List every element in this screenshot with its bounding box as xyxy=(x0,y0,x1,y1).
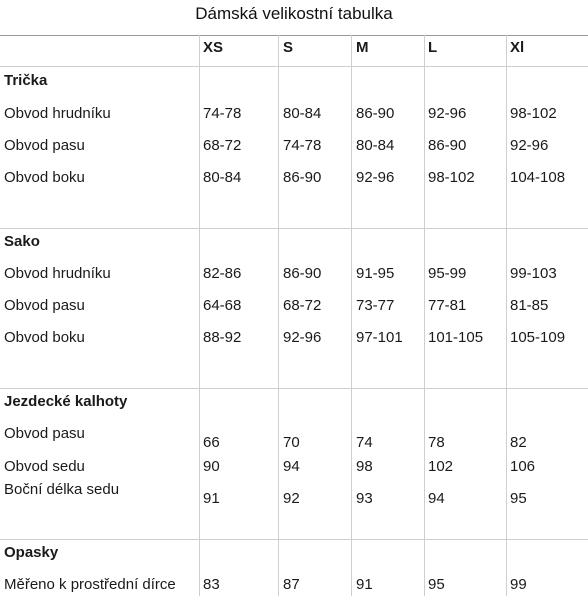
size-value: 73-77 xyxy=(356,297,395,314)
row-label: Obvod pasu xyxy=(4,425,85,442)
size-value: 77-81 xyxy=(428,297,467,314)
row-divider xyxy=(0,539,588,540)
column-divider xyxy=(424,35,425,596)
size-value: 64-68 xyxy=(203,297,242,314)
size-value: 91 xyxy=(356,576,373,593)
size-header-xl: Xl xyxy=(510,39,525,56)
size-value: 88-92 xyxy=(203,329,242,346)
row-label: Obvod hrudníku xyxy=(4,265,111,282)
size-value: 92-96 xyxy=(510,137,549,154)
section-title: Opasky xyxy=(4,544,59,561)
size-value: 99 xyxy=(510,576,527,593)
size-value: 104-108 xyxy=(510,169,566,186)
row-label: Obvod boku xyxy=(4,329,85,346)
size-header-s: S xyxy=(283,39,294,56)
size-value: 74 xyxy=(356,434,373,451)
size-value: 95 xyxy=(510,490,527,507)
size-value: 86-90 xyxy=(283,265,322,282)
size-value: 70 xyxy=(283,434,300,451)
size-header-m: M xyxy=(356,39,369,56)
row-label: Obvod boku xyxy=(4,169,85,186)
size-value: 80-84 xyxy=(203,169,242,186)
section-title: Jezdecké kalhoty xyxy=(4,393,128,410)
row-divider xyxy=(0,66,588,67)
size-value: 68-72 xyxy=(283,297,322,314)
page-title: Dámská velikostní tabulka xyxy=(195,4,393,23)
size-value: 86-90 xyxy=(428,137,467,154)
size-value: 90 xyxy=(203,458,220,475)
size-value: 80-84 xyxy=(283,105,322,122)
size-value: 95-99 xyxy=(428,265,467,282)
row-label: Boční délka sedu xyxy=(4,481,120,498)
row-divider xyxy=(0,228,588,229)
size-value: 83 xyxy=(203,576,220,593)
size-value: 91-95 xyxy=(356,265,395,282)
size-value: 102 xyxy=(428,458,454,475)
size-value: 81-85 xyxy=(510,297,549,314)
size-value: 92-96 xyxy=(428,105,467,122)
size-value: 98-102 xyxy=(428,169,475,186)
size-value: 74-78 xyxy=(203,105,242,122)
size-value: 74-78 xyxy=(283,137,322,154)
size-value: 98 xyxy=(356,458,373,475)
size-value: 106 xyxy=(510,458,536,475)
section-title: Trička xyxy=(4,72,48,89)
size-value: 66 xyxy=(203,434,220,451)
size-value: 99-103 xyxy=(510,265,557,282)
size-value: 93 xyxy=(356,490,373,507)
size-header-l: L xyxy=(428,39,438,56)
row-label: Obvod sedu xyxy=(4,458,85,475)
size-value: 86-90 xyxy=(356,105,395,122)
row-divider xyxy=(0,388,588,389)
column-divider xyxy=(199,35,200,596)
size-value: 95 xyxy=(428,576,445,593)
size-value: 91 xyxy=(203,490,220,507)
size-header-xs: XS xyxy=(203,39,224,56)
size-value: 87 xyxy=(283,576,300,593)
row-label: Měřeno k prostřední dírce xyxy=(4,576,176,593)
section-title: Sako xyxy=(4,233,40,250)
column-divider xyxy=(351,35,352,596)
size-value: 92 xyxy=(283,490,300,507)
size-value: 105-109 xyxy=(510,329,566,346)
size-value: 101-105 xyxy=(428,329,484,346)
size-value: 82 xyxy=(510,434,527,451)
size-value: 82-86 xyxy=(203,265,242,282)
size-value: 92-96 xyxy=(283,329,322,346)
size-value: 94 xyxy=(428,490,445,507)
size-value: 92-96 xyxy=(356,169,395,186)
size-value: 68-72 xyxy=(203,137,242,154)
size-value: 86-90 xyxy=(283,169,322,186)
column-divider xyxy=(278,35,279,596)
size-value: 80-84 xyxy=(356,137,395,154)
row-label: Obvod pasu xyxy=(4,137,85,154)
column-divider xyxy=(506,35,507,596)
row-label: Obvod pasu xyxy=(4,297,85,314)
row-label: Obvod hrudníku xyxy=(4,105,111,122)
size-value: 98-102 xyxy=(510,105,557,122)
size-value: 97-101 xyxy=(356,329,403,346)
size-value: 94 xyxy=(283,458,300,475)
size-value: 78 xyxy=(428,434,445,451)
